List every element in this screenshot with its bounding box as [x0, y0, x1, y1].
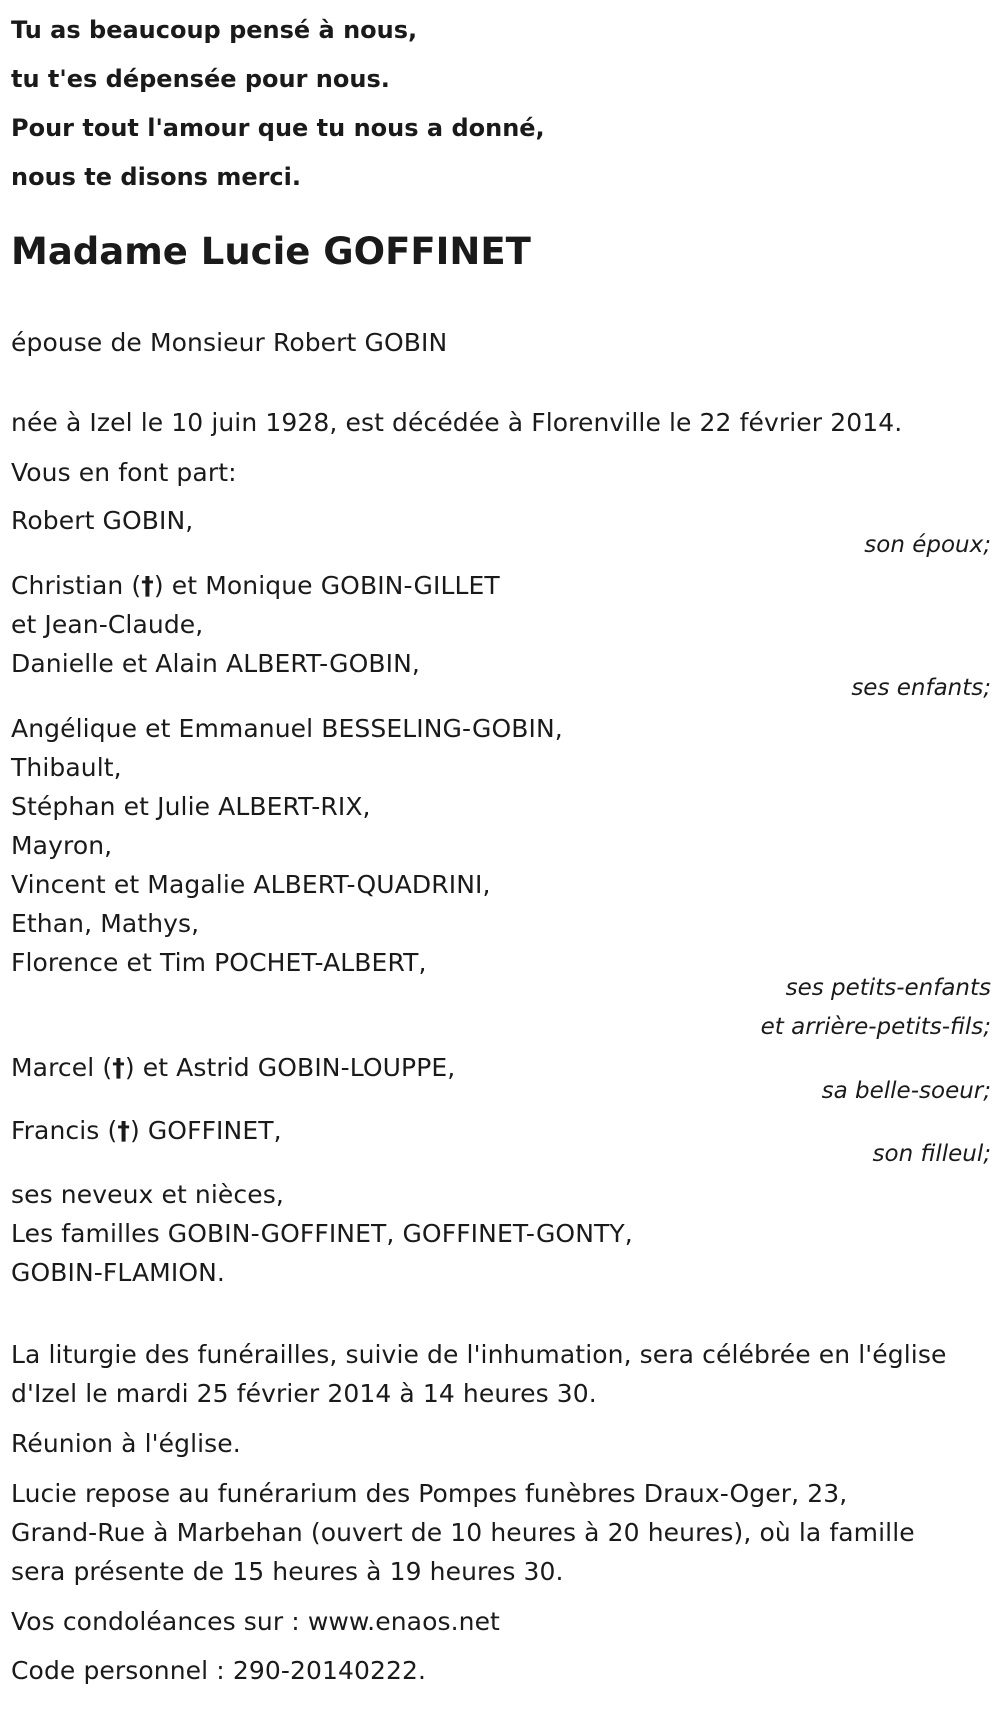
grandchildren-role: ses petits-enfants — [785, 975, 991, 1001]
family-children-line: et Jean-Claude, — [11, 610, 204, 639]
sisterinlaw-line: Marcel (†) et Astrid GOBIN-LOUPPE, — [11, 1053, 456, 1082]
funeral-liturgy-line: d'Izel le mardi 25 février 2014 à 14 heures 30. — [11, 1379, 597, 1408]
personal-code: Code personnel : 290-20140222. — [11, 1656, 427, 1685]
announce-line: Vous en font part: — [11, 458, 237, 487]
family-spouse-role: son époux; — [864, 532, 991, 558]
funeral-rest-line: sera présente de 15 heures à 19 heures 30. — [11, 1557, 564, 1586]
family-children-line: Danielle et Alain ALBERT-GOBIN, — [11, 649, 420, 678]
poem-line: Tu as beaucoup pensé à nous, — [11, 16, 418, 44]
condolences-line: Vos condoléances sur : www.enaos.net — [11, 1607, 500, 1636]
poem-line: tu t'es dépensée pour nous. — [11, 65, 390, 93]
poem-line: nous te disons merci. — [11, 163, 302, 191]
grandchildren-line: Vincent et Magalie ALBERT-QUADRINI, — [11, 870, 491, 899]
funeral-meeting: Réunion à l'église. — [11, 1429, 241, 1458]
grandchildren-line: Mayron, — [11, 831, 113, 860]
family-spouse-name: Robert GOBIN, — [11, 506, 194, 535]
funeral-rest-line: Grand-Rue à Marbehan (ouvert de 10 heures à 20 heures), où la famille — [11, 1518, 915, 1547]
grandchildren-line: Ethan, Mathys, — [11, 909, 200, 938]
godson-line: Francis (†) GOFFINET, — [11, 1116, 282, 1145]
family-others-line: GOBIN-FLAMION. — [11, 1258, 225, 1287]
grandchildren-line: Stéphan et Julie ALBERT-RIX, — [11, 792, 371, 821]
birth-death-line: née à Izel le 10 juin 1928, est décédée à Florenville le 22 février 2014. — [11, 408, 903, 437]
spouse-line: épouse de Monsieur Robert GOBIN — [11, 328, 448, 357]
cross-icon: † — [117, 1116, 130, 1145]
deceased-name: Madame Lucie GOFFINET — [11, 230, 531, 273]
grandchildren-line: Angélique et Emmanuel BESSELING-GOBIN, — [11, 714, 563, 743]
family-children-line: Christian (†) et Monique GOBIN-GILLET — [11, 571, 500, 600]
family-others-line: ses neveux et nièces, — [11, 1180, 284, 1209]
funeral-rest-line: Lucie repose au funérarium des Pompes funèbres Draux-Oger, 23, — [11, 1479, 848, 1508]
grandchildren-line: Thibault, — [11, 753, 122, 782]
sisterinlaw-role: sa belle-soeur; — [821, 1078, 991, 1104]
family-children-role: ses enfants; — [851, 675, 991, 701]
cross-icon: † — [112, 1053, 125, 1082]
poem-line: Pour tout l'amour que tu nous a donné, — [11, 114, 545, 142]
cross-icon: † — [141, 571, 154, 600]
grandchildren-line: Florence et Tim POCHET-ALBERT, — [11, 948, 427, 977]
poem — [11, 6, 545, 202]
family-others-line: Les familles GOBIN-GOFFINET, GOFFINET-GONTY, — [11, 1219, 633, 1248]
grandchildren-role: et arrière-petits-fils; — [760, 1014, 991, 1040]
godson-role: son filleul; — [872, 1141, 991, 1167]
funeral-liturgy-line: La liturgie des funérailles, suivie de l'inhumation, sera célébrée en l'église — [11, 1340, 947, 1369]
